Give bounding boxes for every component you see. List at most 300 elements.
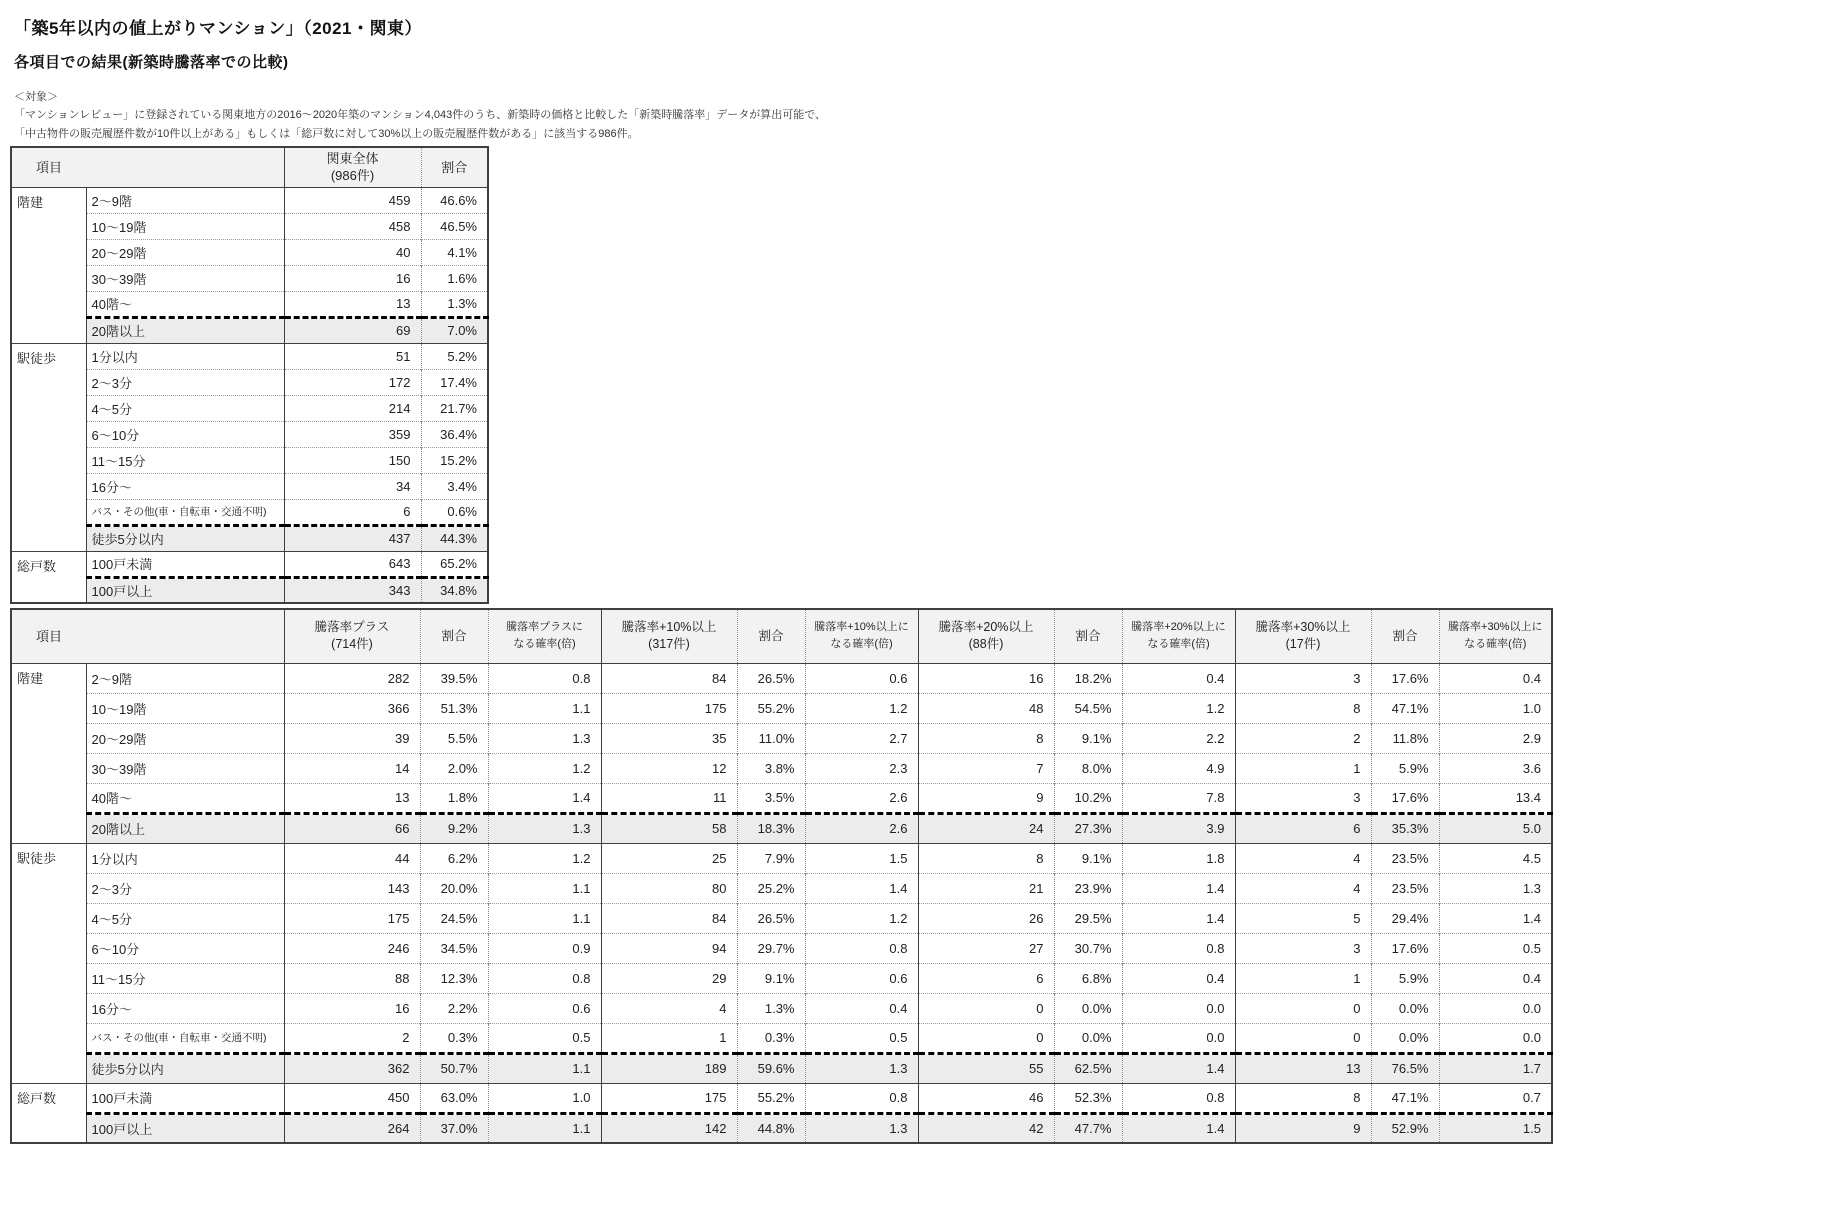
row-label: 徒歩5分以内 (86, 1053, 284, 1083)
row-label: 20～29階 (86, 723, 284, 753)
row-label: 16分～ (86, 993, 284, 1023)
target-line-2: 「中古物件の販売履歴件数が10件以上がある」もしくは「総戸数に対して30%以上の販売履歴件数がある」に該当する986件。 (14, 128, 639, 140)
cell-value: 0.8 (1122, 1083, 1235, 1113)
cell-value: 0.3% (420, 1023, 488, 1053)
cell-value: 12.3% (420, 963, 488, 993)
cell-value: 1.4 (1122, 1113, 1235, 1143)
cell-value: 13 (1235, 1053, 1371, 1083)
cell-value: 1.4 (488, 783, 601, 813)
cell-value: 1.1 (488, 1053, 601, 1083)
cell-value: 80 (601, 873, 737, 903)
cell-value: 29.4% (1371, 903, 1439, 933)
cell-value: 6.2% (420, 843, 488, 873)
cell-value: 17.6% (1371, 783, 1439, 813)
cell-value: 23.9% (1054, 873, 1122, 903)
cell-value: 35.3% (1371, 813, 1439, 843)
row-label: バス・その他(車・自転車・交通不明) (86, 1023, 284, 1053)
row-label: 1分以内 (86, 343, 284, 369)
cell-value: 11.8% (1371, 723, 1439, 753)
cell-value: 1.1 (488, 693, 601, 723)
header-probability: 騰落率プラスに なる確率(倍) (488, 609, 601, 663)
cell-value: 1.2 (488, 753, 601, 783)
table-row (11, 753, 1552, 783)
cell-value: 1 (601, 1023, 737, 1053)
cell-value: 0.5 (805, 1023, 918, 1053)
cell-value: 1.3 (488, 813, 601, 843)
cell-value: 25 (601, 843, 737, 873)
cell-value: 214 (284, 395, 421, 421)
cell-value: 34.5% (420, 933, 488, 963)
cell-value: 26 (918, 903, 1054, 933)
cell-value: 0.0 (1122, 993, 1235, 1023)
cell-value: 0 (1235, 993, 1371, 1023)
cell-value: 0.4 (1122, 663, 1235, 693)
header-probability: 騰落率+10%以上に なる確率(倍) (805, 609, 918, 663)
cell-value: 0.9 (488, 933, 601, 963)
cell-value: 4.1% (421, 239, 488, 265)
cell-value: 6 (284, 499, 421, 525)
row-label: 11～15分 (86, 447, 284, 473)
cell-value: 9.1% (1054, 723, 1122, 753)
detail-table (10, 608, 1553, 1144)
cell-value: 13 (284, 783, 420, 813)
cell-value: 55.2% (737, 693, 805, 723)
summary-table (10, 146, 489, 604)
row-label: 11～15分 (86, 963, 284, 993)
table-row (11, 1083, 1552, 1113)
cell-value: 34 (284, 473, 421, 499)
table-row (11, 933, 1552, 963)
cell-value: 58 (601, 813, 737, 843)
cell-value: 1.1 (488, 903, 601, 933)
cell-value: 5.2% (421, 343, 488, 369)
cell-value: 150 (284, 447, 421, 473)
cell-value: 2.6 (805, 783, 918, 813)
cell-value: 2.7 (805, 723, 918, 753)
cell-value: 1.4 (1122, 873, 1235, 903)
cell-value: 2 (1235, 723, 1371, 753)
cell-value: 0.0 (1439, 993, 1552, 1023)
cell-value: 1.1 (488, 873, 601, 903)
cell-value: 8 (1235, 693, 1371, 723)
cell-value: 84 (601, 663, 737, 693)
cell-value: 0.5 (488, 1023, 601, 1053)
cell-value: 13.4 (1439, 783, 1552, 813)
cell-value: 3 (1235, 783, 1371, 813)
cell-value: 1.3 (805, 1113, 918, 1143)
cell-value: 175 (601, 1083, 737, 1113)
cell-value: 1.2 (805, 903, 918, 933)
cell-value: 264 (284, 1113, 420, 1143)
header-count: 騰落率+10%以上 (317件) (601, 609, 737, 663)
cell-value: 35 (601, 723, 737, 753)
cell-value: 7 (918, 753, 1054, 783)
cell-value: 1.2 (805, 693, 918, 723)
cell-value: 7.9% (737, 843, 805, 873)
row-label: 4～5分 (86, 395, 284, 421)
cell-value: 0.0% (1371, 1023, 1439, 1053)
cell-value: 21 (918, 873, 1054, 903)
cell-value: 39.5% (420, 663, 488, 693)
header-ratio: 割合 (1371, 609, 1439, 663)
cell-value: 1.0 (1439, 693, 1552, 723)
header-ratio: 割合 (421, 147, 488, 187)
cell-value: 44 (284, 843, 420, 873)
cell-value: 42 (918, 1113, 1054, 1143)
header-item: 項目 (11, 609, 86, 663)
cell-value: 0.8 (1122, 933, 1235, 963)
cell-value: 2.0% (420, 753, 488, 783)
cell-value: 65.2% (421, 551, 488, 577)
cell-value: 9.2% (420, 813, 488, 843)
cell-value: 66 (284, 813, 420, 843)
header-count: 関東全体 (986件) (284, 147, 421, 187)
cell-value: 2.2% (420, 993, 488, 1023)
cell-value: 0.4 (1439, 663, 1552, 693)
cell-value: 9.1% (1054, 843, 1122, 873)
header-probability: 騰落率+20%以上に なる確率(倍) (1122, 609, 1235, 663)
cell-value: 37.0% (420, 1113, 488, 1143)
table-row (11, 663, 1552, 693)
cell-value: 25.2% (737, 873, 805, 903)
cell-value: 27.3% (1054, 813, 1122, 843)
cell-value: 55 (918, 1053, 1054, 1083)
cell-value: 8 (918, 843, 1054, 873)
cell-value: 2.3 (805, 753, 918, 783)
item-group-cell: 駅徒歩 (11, 343, 86, 551)
cell-value: 1.4 (805, 873, 918, 903)
cell-value: 18.2% (1054, 663, 1122, 693)
cell-value: 1.2 (1122, 693, 1235, 723)
cell-value: 69 (284, 317, 421, 343)
cell-value: 54.5% (1054, 693, 1122, 723)
cell-value: 343 (284, 577, 421, 603)
page-subtitle: 各項目での結果(新築時騰落率での比較) (14, 54, 289, 71)
cell-value: 0.0% (1371, 993, 1439, 1023)
cell-value: 59.6% (737, 1053, 805, 1083)
cell-value: 3.4% (421, 473, 488, 499)
cell-value: 8.0% (1054, 753, 1122, 783)
row-label: 20～29階 (86, 239, 284, 265)
cell-value: 24 (918, 813, 1054, 843)
cell-value: 282 (284, 663, 420, 693)
cell-value: 44.3% (421, 525, 488, 551)
cell-value: 84 (601, 903, 737, 933)
row-label: 10～19階 (86, 693, 284, 723)
table-row (11, 693, 1552, 723)
cell-value: 47.7% (1054, 1113, 1122, 1143)
cell-value: 4 (1235, 843, 1371, 873)
cell-value: 12 (601, 753, 737, 783)
cell-value: 17.4% (421, 369, 488, 395)
header-ratio: 割合 (1054, 609, 1122, 663)
cell-value: 0.4 (805, 993, 918, 1023)
header-empty (86, 147, 284, 187)
cell-value: 3.8% (737, 753, 805, 783)
cell-value: 26.5% (737, 903, 805, 933)
cell-value: 9.1% (737, 963, 805, 993)
row-label: 100戸以上 (86, 1113, 284, 1143)
table-row (11, 187, 488, 213)
table-row (11, 873, 1552, 903)
cell-value: 3.6 (1439, 753, 1552, 783)
table-row (11, 903, 1552, 933)
cell-value: 14 (284, 753, 420, 783)
cell-value: 1.5 (1439, 1113, 1552, 1143)
cell-value: 36.4% (421, 421, 488, 447)
cell-value: 1.8% (420, 783, 488, 813)
cell-value: 359 (284, 421, 421, 447)
item-group-cell: 総戸数 (11, 1083, 86, 1143)
cell-value: 5 (1235, 903, 1371, 933)
cell-value: 2.6 (805, 813, 918, 843)
cell-value: 0.7 (1439, 1083, 1552, 1113)
row-label: 30～39階 (86, 265, 284, 291)
cell-value: 6 (918, 963, 1054, 993)
cell-value: 0 (918, 1023, 1054, 1053)
cell-value: 1.3 (488, 723, 601, 753)
cell-value: 29 (601, 963, 737, 993)
cell-value: 0.6 (488, 993, 601, 1023)
header-ratio: 割合 (737, 609, 805, 663)
cell-value: 23.5% (1371, 873, 1439, 903)
cell-value: 20.0% (420, 873, 488, 903)
cell-value: 4 (601, 993, 737, 1023)
cell-value: 11 (601, 783, 737, 813)
table-row (11, 343, 488, 369)
cell-value: 7.8 (1122, 783, 1235, 813)
cell-value: 18.3% (737, 813, 805, 843)
cell-value: 1.3% (737, 993, 805, 1023)
cell-value: 1.2 (488, 843, 601, 873)
cell-value: 1.4 (1122, 1053, 1235, 1083)
cell-value: 175 (284, 903, 420, 933)
item-group-cell: 駅徒歩 (11, 843, 86, 1083)
header-probability: 騰落率+30%以上に なる確率(倍) (1439, 609, 1552, 663)
row-label: 100戸未満 (86, 551, 284, 577)
cell-value: 50.7% (420, 1053, 488, 1083)
row-label: 40階～ (86, 291, 284, 317)
cell-value: 46 (918, 1083, 1054, 1113)
cell-value: 0.0 (1439, 1023, 1552, 1053)
header-row (11, 147, 488, 187)
cell-value: 1.8 (1122, 843, 1235, 873)
row-label: 10～19階 (86, 213, 284, 239)
cell-value: 40 (284, 239, 421, 265)
cell-value: 1 (1235, 753, 1371, 783)
row-label: 6～10分 (86, 421, 284, 447)
row-label: 2～9階 (86, 187, 284, 213)
cell-value: 4 (1235, 873, 1371, 903)
cell-value: 47.1% (1371, 1083, 1439, 1113)
cell-value: 9 (1235, 1113, 1371, 1143)
table-row (11, 1023, 1552, 1053)
cell-value: 643 (284, 551, 421, 577)
header-count: 騰落率プラス (714件) (284, 609, 420, 663)
cell-value: 1.4 (1122, 903, 1235, 933)
table-row (11, 813, 1552, 843)
cell-value: 450 (284, 1083, 420, 1113)
cell-value: 34.8% (421, 577, 488, 603)
cell-value: 0.4 (1439, 963, 1552, 993)
cell-value: 4.9 (1122, 753, 1235, 783)
cell-value: 3.5% (737, 783, 805, 813)
cell-value: 0.6 (805, 663, 918, 693)
table-row (11, 993, 1552, 1023)
cell-value: 0.8 (805, 933, 918, 963)
cell-value: 6.8% (1054, 963, 1122, 993)
table-row (11, 843, 1552, 873)
header-item: 項目 (11, 147, 86, 187)
cell-value: 46.5% (421, 213, 488, 239)
cell-value: 1.3 (805, 1053, 918, 1083)
cell-value: 39 (284, 723, 420, 753)
cell-value: 9 (918, 783, 1054, 813)
cell-value: 10.2% (1054, 783, 1122, 813)
cell-value: 0.6 (805, 963, 918, 993)
row-label: 2～3分 (86, 369, 284, 395)
table-row (11, 723, 1552, 753)
item-group-cell: 階建 (11, 663, 86, 843)
row-label: 20階以上 (86, 813, 284, 843)
cell-value: 30.7% (1054, 933, 1122, 963)
cell-value: 2.9 (1439, 723, 1552, 753)
item-group-cell: 階建 (11, 187, 86, 343)
cell-value: 94 (601, 933, 737, 963)
cell-value: 23.5% (1371, 843, 1439, 873)
row-label: 20階以上 (86, 317, 284, 343)
cell-value: 366 (284, 693, 420, 723)
cell-value: 88 (284, 963, 420, 993)
row-label: 40階～ (86, 783, 284, 813)
cell-value: 5.9% (1371, 753, 1439, 783)
cell-value: 0.8 (488, 963, 601, 993)
table-row (11, 1053, 1552, 1083)
cell-value: 76.5% (1371, 1053, 1439, 1083)
row-label: 100戸未満 (86, 1083, 284, 1113)
cell-value: 1.1 (488, 1113, 601, 1143)
row-label: 2～3分 (86, 873, 284, 903)
cell-value: 189 (601, 1053, 737, 1083)
cell-value: 16 (284, 265, 421, 291)
cell-value: 29.5% (1054, 903, 1122, 933)
cell-value: 0.0% (1054, 1023, 1122, 1053)
header-empty (86, 609, 284, 663)
row-label: 1分以内 (86, 843, 284, 873)
cell-value: 17.6% (1371, 663, 1439, 693)
table-row (11, 1113, 1552, 1143)
cell-value: 11.0% (737, 723, 805, 753)
target-line-1: 「マンションレビュー」に登録されている関東地方の2016～2020年築のマンション4,043件のうち、新築時の価格と比較した「新築時騰落率」データが算出可能で、 (14, 109, 826, 121)
cell-value: 8 (918, 723, 1054, 753)
row-label: 30～39階 (86, 753, 284, 783)
cell-value: 29.7% (737, 933, 805, 963)
cell-value: 5.5% (420, 723, 488, 753)
cell-value: 4.5 (1439, 843, 1552, 873)
target-label: ＜対象＞ (14, 91, 58, 103)
table-row (11, 783, 1552, 813)
cell-value: 3 (1235, 663, 1371, 693)
cell-value: 2.2 (1122, 723, 1235, 753)
cell-value: 1.6% (421, 265, 488, 291)
cell-value: 5.9% (1371, 963, 1439, 993)
cell-value: 6 (1235, 813, 1371, 843)
cell-value: 52.9% (1371, 1113, 1439, 1143)
cell-value: 3 (1235, 933, 1371, 963)
cell-value: 13 (284, 291, 421, 317)
cell-value: 48 (918, 693, 1054, 723)
header-ratio: 割合 (420, 609, 488, 663)
cell-value: 16 (284, 993, 420, 1023)
cell-value: 0.8 (805, 1083, 918, 1113)
item-group-cell: 総戸数 (11, 551, 86, 603)
page-title: 「築5年以内の値上がりマンション」（2021・関東） (14, 19, 423, 38)
cell-value: 175 (601, 693, 737, 723)
cell-value: 17.6% (1371, 933, 1439, 963)
cell-value: 2 (284, 1023, 420, 1053)
cell-value: 46.6% (421, 187, 488, 213)
cell-value: 0.6% (421, 499, 488, 525)
cell-value: 27 (918, 933, 1054, 963)
cell-value: 8 (1235, 1083, 1371, 1113)
cell-value: 246 (284, 933, 420, 963)
cell-value: 0.0% (1054, 993, 1122, 1023)
cell-value: 1.3% (421, 291, 488, 317)
cell-value: 55.2% (737, 1083, 805, 1113)
cell-value: 1 (1235, 963, 1371, 993)
cell-value: 0.3% (737, 1023, 805, 1053)
row-label: 6～10分 (86, 933, 284, 963)
cell-value: 0.5 (1439, 933, 1552, 963)
cell-value: 16 (918, 663, 1054, 693)
row-label: 16分～ (86, 473, 284, 499)
cell-value: 1.3 (1439, 873, 1552, 903)
row-label: 4～5分 (86, 903, 284, 933)
cell-value: 21.7% (421, 395, 488, 421)
cell-value: 0 (1235, 1023, 1371, 1053)
cell-value: 15.2% (421, 447, 488, 473)
cell-value: 0.4 (1122, 963, 1235, 993)
cell-value: 0 (918, 993, 1054, 1023)
cell-value: 172 (284, 369, 421, 395)
cell-value: 51 (284, 343, 421, 369)
cell-value: 362 (284, 1053, 420, 1083)
row-label: 徒歩5分以内 (86, 525, 284, 551)
header-row (11, 609, 1552, 663)
cell-value: 44.8% (737, 1113, 805, 1143)
cell-value: 26.5% (737, 663, 805, 693)
cell-value: 1.0 (488, 1083, 601, 1113)
cell-value: 7.0% (421, 317, 488, 343)
cell-value: 0.8 (488, 663, 601, 693)
row-label: 100戸以上 (86, 577, 284, 603)
header-count: 騰落率+20%以上 (88件) (918, 609, 1054, 663)
cell-value: 63.0% (420, 1083, 488, 1113)
cell-value: 5.0 (1439, 813, 1552, 843)
cell-value: 24.5% (420, 903, 488, 933)
cell-value: 459 (284, 187, 421, 213)
cell-value: 1.7 (1439, 1053, 1552, 1083)
table-row (11, 551, 488, 577)
cell-value: 51.3% (420, 693, 488, 723)
table-row (11, 963, 1552, 993)
cell-value: 3.9 (1122, 813, 1235, 843)
cell-value: 0.0 (1122, 1023, 1235, 1053)
cell-value: 1.4 (1439, 903, 1552, 933)
cell-value: 47.1% (1371, 693, 1439, 723)
cell-value: 142 (601, 1113, 737, 1143)
cell-value: 143 (284, 873, 420, 903)
